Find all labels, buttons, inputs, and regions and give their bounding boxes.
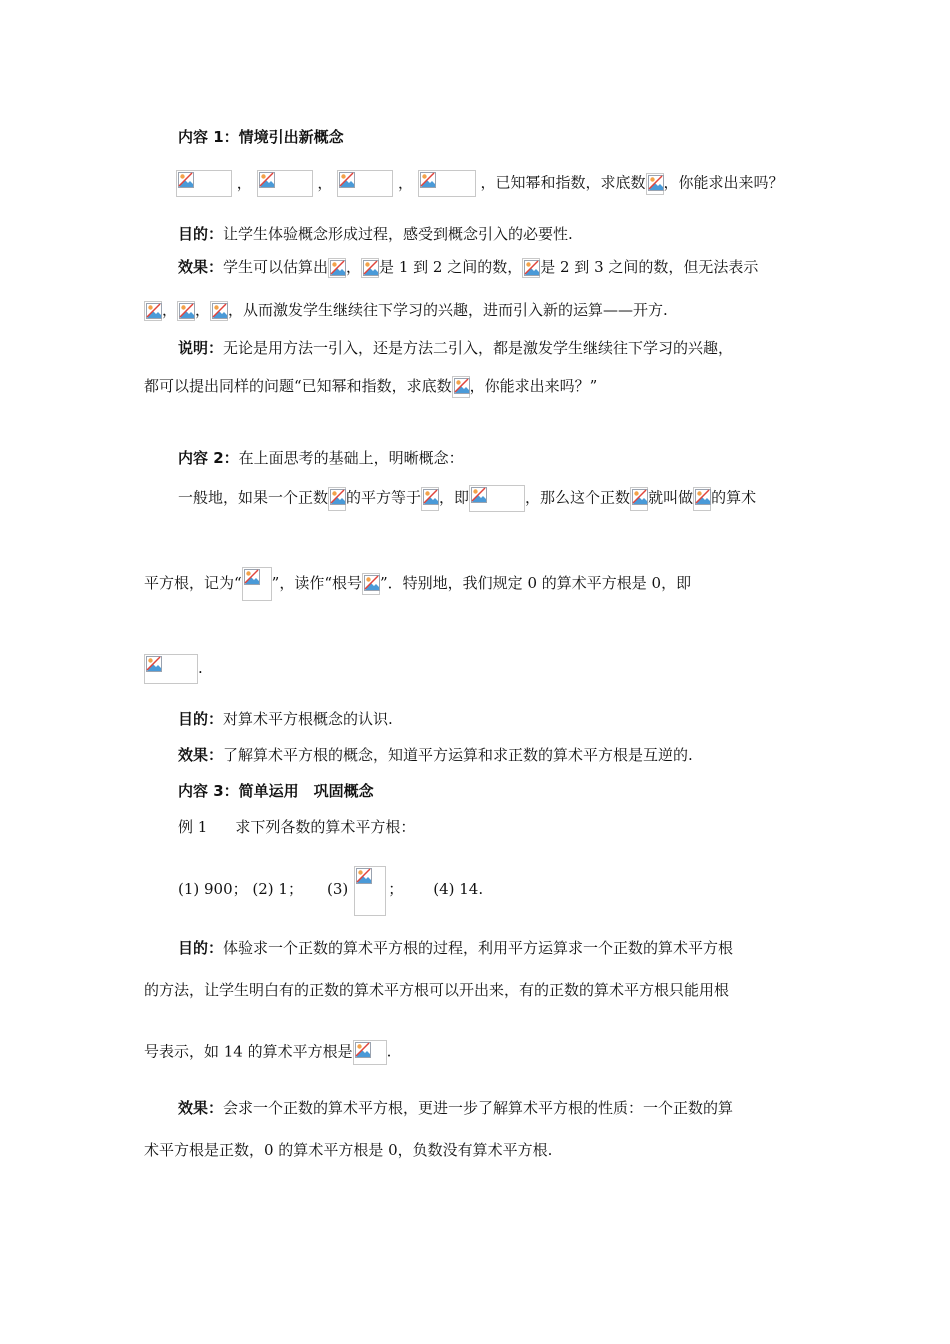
formula-image-icon bbox=[144, 301, 162, 321]
items-text-a: (1) 900； (2) 1； bbox=[178, 880, 303, 898]
formula-image-icon bbox=[522, 258, 540, 278]
effect-text: 了解算术平方根的概念，知道平方运算和求正数的算术平方根是互逆的. bbox=[223, 746, 693, 764]
effect-text-d: 从而激发学生继续往下学习的兴趣，进而引入新的运算——开方. bbox=[243, 301, 668, 319]
purpose-text-1: 体验求一个正数的算术平方根的过程，利用平方运算求一个正数的算术平方根 bbox=[223, 939, 734, 957]
section3-heading: 内容 3：简单运用 巩固概念 bbox=[178, 782, 374, 800]
section2-heading-text: 在上面思考的基础上，明晰概念： bbox=[238, 449, 464, 467]
def-text-c: ，即 bbox=[439, 488, 470, 507]
section1-effect: 效果：学生可以估算出 ， 是 1 到 2 之间的数， 是 2 到 3 之间的数，但无法表示 bbox=[178, 258, 759, 276]
formula-image-icon bbox=[242, 567, 272, 601]
section2-purpose bbox=[178, 709, 393, 729]
section1-heading: 内容 1：情境引出新概念 bbox=[178, 128, 344, 146]
section3-purpose-cont-1: 的方法，让学生明白有的正数的算术平方根可以开出来，有的正数的算术平方根只能用根 bbox=[144, 981, 730, 999]
formula-image-icon bbox=[630, 487, 648, 511]
formula-image-icon bbox=[353, 1040, 387, 1065]
section1-purpose bbox=[178, 224, 573, 244]
section3-effect-cont: 术平方根是正数，0 的算术平方根是 0，负数没有算术平方根. bbox=[144, 1141, 553, 1159]
section1-question-line: ， ， ， ，已知幂和指数，求底数 ，你能求出来吗？ bbox=[176, 170, 784, 197]
note-text-2a: 都可以提出同样的问题“已知幂和指数，求底数 bbox=[144, 377, 452, 395]
effect-text-a: 学生可以估算出 bbox=[223, 258, 329, 276]
example-1 bbox=[178, 817, 415, 837]
items-text-d: (4) 14. bbox=[433, 880, 484, 898]
formula-image-icon bbox=[646, 173, 664, 195]
formula-image-icon bbox=[693, 487, 711, 511]
example-label: 例 1 bbox=[178, 818, 208, 836]
items-text-b: (3) bbox=[326, 880, 349, 898]
formula-image-icon bbox=[177, 301, 195, 321]
def2-text-a: 平方根，记为“ bbox=[144, 574, 242, 592]
section3-purpose bbox=[178, 938, 733, 958]
section2-definition-cont bbox=[144, 567, 691, 601]
section2-heading bbox=[178, 448, 464, 468]
section1-note-cont bbox=[144, 376, 597, 398]
items-text-c: ； bbox=[388, 880, 404, 898]
def-text-a: 一般地，如果一个正数 bbox=[178, 488, 329, 507]
formula-image-icon bbox=[452, 376, 470, 398]
def-text-e: 就叫做 bbox=[648, 488, 694, 507]
section2-definition bbox=[178, 485, 756, 512]
effect-text-b: 是 1 到 2 之间的数， bbox=[379, 258, 523, 276]
def-text-b: 的平方等于 bbox=[346, 488, 422, 507]
effect-label: 效果： bbox=[178, 258, 224, 276]
def2-text-b: ”，读作“根号 bbox=[271, 574, 363, 592]
def-text-f: 的算术 bbox=[711, 488, 757, 507]
def-text-d: ，那么这个正数 bbox=[525, 488, 631, 507]
purpose-text-3b: . bbox=[386, 1042, 392, 1061]
purpose-label: 目的： bbox=[178, 225, 224, 243]
section3-effect bbox=[178, 1098, 733, 1118]
section2-effect bbox=[178, 745, 693, 765]
question-tail: ，你能求出来吗？ bbox=[663, 173, 784, 192]
formula-image-icon bbox=[362, 573, 380, 595]
section2-zero-root bbox=[144, 654, 203, 684]
effect-text-c: 是 2 到 3 之间的数，但无法表示 bbox=[540, 258, 759, 276]
formula-image-icon bbox=[328, 258, 346, 278]
note-text-1: 无论是用方法一引入，还是方法二引入，都是激发学生继续往下学习的兴趣， bbox=[223, 339, 734, 357]
formula-image-icon bbox=[176, 170, 232, 197]
formula-image-icon bbox=[144, 654, 198, 684]
formula-image-icon bbox=[361, 258, 379, 278]
purpose-label: 目的： bbox=[178, 710, 224, 728]
def3-text: . bbox=[198, 659, 203, 677]
formula-image-icon bbox=[421, 487, 439, 511]
formula-image-icon bbox=[257, 170, 313, 197]
section3-purpose-cont-2 bbox=[144, 1040, 391, 1065]
purpose-text: 对算术平方根概念的认识. bbox=[223, 710, 393, 728]
question-text: ，已知幂和指数，求底数 bbox=[480, 173, 646, 192]
section2-heading-label: 内容 2： bbox=[178, 449, 239, 467]
effect-text-1: 会求一个正数的算术平方根，更进一步了解算术平方根的性质：一个正数的算 bbox=[223, 1099, 734, 1117]
note-text-2b: ，你能求出来吗？” bbox=[469, 377, 598, 395]
def2-text-c: ”．特别地，我们规定 0 的算术平方根是 0，即 bbox=[380, 574, 692, 592]
formula-image-icon bbox=[328, 487, 346, 511]
formula-image-icon bbox=[354, 866, 386, 916]
effect-label: 效果： bbox=[178, 746, 224, 764]
example-items bbox=[178, 866, 483, 916]
section1-effect-cont: ， ， ，从而激发学生继续往下学习的兴趣，进而引入新的运算——开方. bbox=[144, 300, 668, 321]
formula-image-icon bbox=[418, 170, 476, 197]
effect-label: 效果： bbox=[178, 1099, 224, 1117]
example-text: 求下列各数的算术平方根： bbox=[235, 818, 416, 836]
formula-image-icon bbox=[210, 301, 228, 321]
formula-image-icon bbox=[337, 170, 393, 197]
purpose-label: 目的： bbox=[178, 939, 224, 957]
purpose-text: 让学生体验概念形成过程，感受到概念引入的必要性. bbox=[223, 225, 573, 243]
formula-image-icon bbox=[469, 485, 525, 512]
section1-note bbox=[178, 338, 733, 358]
purpose-text-3a: 号表示，如 14 的算术平方根是 bbox=[144, 1042, 353, 1061]
note-label: 说明： bbox=[178, 339, 224, 357]
